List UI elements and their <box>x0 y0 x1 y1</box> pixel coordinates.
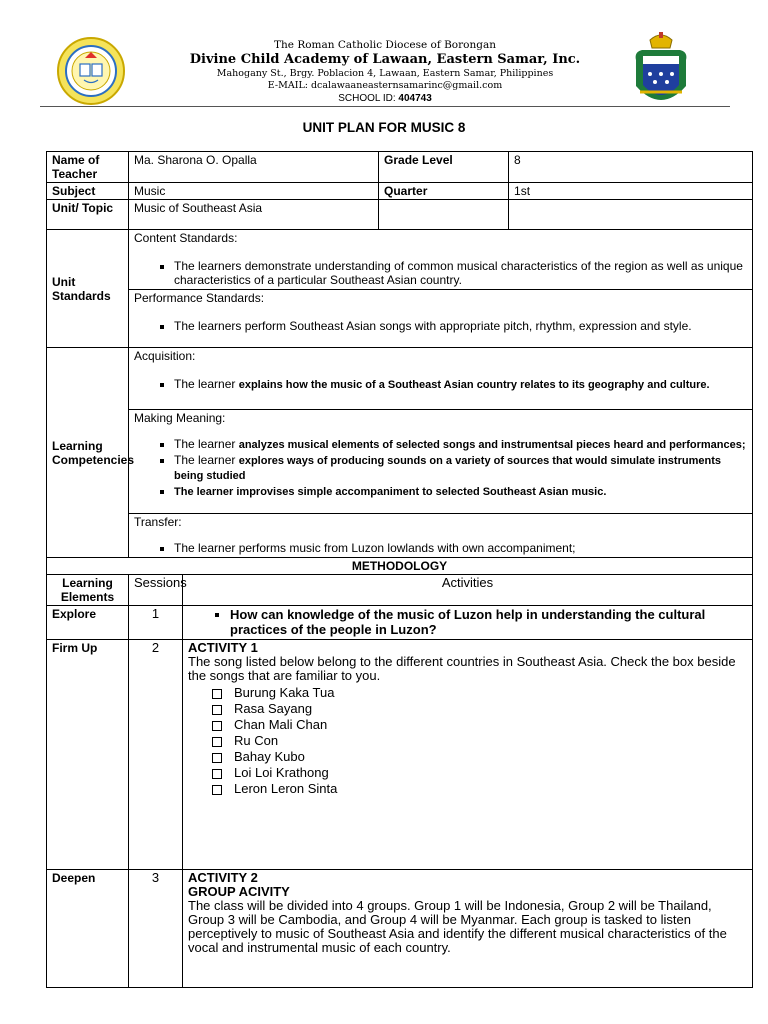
table-row <box>47 606 753 640</box>
table-row <box>47 870 753 988</box>
list-item: ▪ The learner performs music from Luzon lowlands with own accompaniment; <box>174 541 747 555</box>
content-standards-label: Content Standards: <box>134 231 238 245</box>
activity-2-subtitle: GROUP ACIVITY <box>188 884 290 899</box>
letterhead <box>0 36 768 106</box>
transfer-cell <box>129 514 753 558</box>
empty-cell <box>509 200 753 230</box>
performance-standards-list <box>134 319 747 333</box>
table-row <box>47 152 753 183</box>
grade-value: 8 <box>509 152 753 183</box>
acquisition-text: explains how the music of a Southeast Asian country relates to its geography and culture. <box>238 379 710 391</box>
song-checkbox-item[interactable]: Bahay Kubo <box>210 749 747 765</box>
school-id-label: SCHOOL ID: <box>338 93 396 104</box>
activity-2-text: The class will be divided into 4 groups. Group 1 will be Indonesia, Group 2 will be Thailand, Group 3 will be Cambodia, and Group 4 will be Myanmar. Each group is tasked to listen perceptively to music of Southeast Asia and identify the different musical characteristics of the vocal and instrumental music of each country. <box>188 898 727 955</box>
performance-standards-label: Performance Standards: <box>134 291 265 305</box>
explore-list <box>188 607 747 637</box>
deepen-activity-cell <box>183 870 753 988</box>
song-checkbox-item[interactable]: Burung Kaka Tua <box>210 685 747 701</box>
meaning-text-2: explores ways of producing sounds on a variety of sources that would simulate instruments being studied <box>174 455 721 482</box>
subject-value: Music <box>129 183 379 200</box>
song-checkbox-item[interactable]: Ru Con <box>210 733 747 749</box>
acquisition-cell <box>129 348 753 410</box>
methodology-heading: METHODOLOGY <box>47 558 753 575</box>
list-item: ▪ The learners perform Southeast Asian songs with appropriate pitch, rhythm, expression and style. <box>174 319 747 333</box>
table-row <box>47 348 753 410</box>
table-row <box>47 230 753 290</box>
school-id-value: 404743 <box>398 93 432 104</box>
learner-prefix: The learner <box>174 437 236 451</box>
table-row <box>47 575 753 606</box>
topic-label: Unit/ Topic <box>47 200 129 230</box>
learner-prefix: The learner <box>174 453 236 467</box>
explore-label: Explore <box>47 606 129 640</box>
song-checklist <box>188 685 747 797</box>
col-sessions: Sessions <box>129 575 183 606</box>
school-address: Mahogany St., Brgy. Poblacion 4, Lawaan, Eastern Samar, Philippines <box>216 68 554 79</box>
letterhead-divider <box>40 106 730 107</box>
song-checkbox-item[interactable]: Loi Loi Krathong <box>210 765 747 781</box>
song-checkbox-item[interactable]: Chan Mali Chan <box>210 717 747 733</box>
list-item <box>174 453 747 483</box>
meaning-text-1: analyzes musical elements of selected songs and instrumentsal pieces heard and performances; <box>238 439 746 451</box>
col-learning-elements: Learning Elements <box>47 575 129 606</box>
letterhead-text <box>150 38 620 105</box>
quarter-value: 1st <box>509 183 753 200</box>
unit-plan-table <box>46 151 753 988</box>
deepen-session: 3 <box>129 870 183 988</box>
song-checkbox-item[interactable]: Rasa Sayang <box>210 701 747 717</box>
subject-label: Subject <box>47 183 129 200</box>
acquisition-list <box>134 377 747 392</box>
col-activities: Activities <box>183 575 753 606</box>
firmup-activity-cell <box>183 640 753 870</box>
list-item: ▪ The learners demonstrate understanding of common musical characteristics of the region as well as unique characteristics of a particular Southeast Asian country. <box>174 259 747 287</box>
quarter-label: Quarter <box>379 183 509 200</box>
table-row <box>47 640 753 870</box>
diocese-line: The Roman Catholic Diocese of Borongan <box>274 39 496 51</box>
transfer-label: Transfer: <box>134 515 182 529</box>
unit-standards-label: Unit Standards <box>47 230 129 348</box>
school-seal-logo <box>56 36 126 106</box>
school-id <box>150 92 620 105</box>
list-item <box>174 377 747 392</box>
table-row <box>47 200 753 230</box>
table-row <box>47 514 753 558</box>
teacher-value: Ma. Sharona O. Opalla <box>129 152 379 183</box>
deepen-label: Deepen <box>47 870 129 988</box>
list-item: ▪ How can knowledge of the music of Luzon help in understanding the cultural practices of the people in Luzon? <box>230 607 747 637</box>
explore-session: 1 <box>129 606 183 640</box>
explore-activity-cell <box>183 606 753 640</box>
table-row <box>47 410 753 514</box>
activity-2-title: ACTIVITY 2 <box>188 870 258 885</box>
activity-1-title: ACTIVITY 1 <box>188 640 258 655</box>
table-row <box>47 558 753 575</box>
school-name: Divine Child Academy of Lawaan, Eastern Samar, Inc. <box>189 52 581 67</box>
list-item <box>174 437 747 452</box>
diocese-coat-of-arms-logo <box>630 30 692 116</box>
firmup-label: Firm Up <box>47 640 129 870</box>
table-row <box>47 290 753 348</box>
performance-standards-cell <box>129 290 753 348</box>
activity-1-text: The song listed below belong to the different countries in Southeast Asia. Check the box beside the songs that are familiar to you. <box>188 654 736 683</box>
meaning-text-3: The learner improvises simple accompaniment to selected Southeast Asian music. <box>174 486 607 498</box>
making-meaning-label: Making Meaning: <box>134 411 226 425</box>
grade-label: Grade Level <box>379 152 509 183</box>
teacher-label: Name of Teacher <box>47 152 129 183</box>
song-checkbox-item[interactable]: Leron Leron Sinta <box>210 781 747 797</box>
acquisition-label: Acquisition: <box>134 349 196 363</box>
list-item <box>174 484 747 499</box>
making-meaning-cell <box>129 410 753 514</box>
firmup-session: 2 <box>129 640 183 870</box>
learner-prefix: The learner <box>174 377 236 391</box>
learning-competencies-label: Learning Competencies <box>47 348 129 558</box>
transfer-list <box>134 541 747 555</box>
empty-cell <box>379 200 509 230</box>
school-email: E-MAIL: dcalawaaneasternsamarinc@gmail.com <box>267 80 503 91</box>
content-standards-list <box>134 259 747 287</box>
content-standards-cell <box>129 230 753 290</box>
document-title: UNIT PLAN FOR MUSIC 8 <box>302 120 466 135</box>
making-meaning-list <box>134 437 747 499</box>
topic-value: Music of Southeast Asia <box>129 200 379 230</box>
table-row <box>47 183 753 200</box>
